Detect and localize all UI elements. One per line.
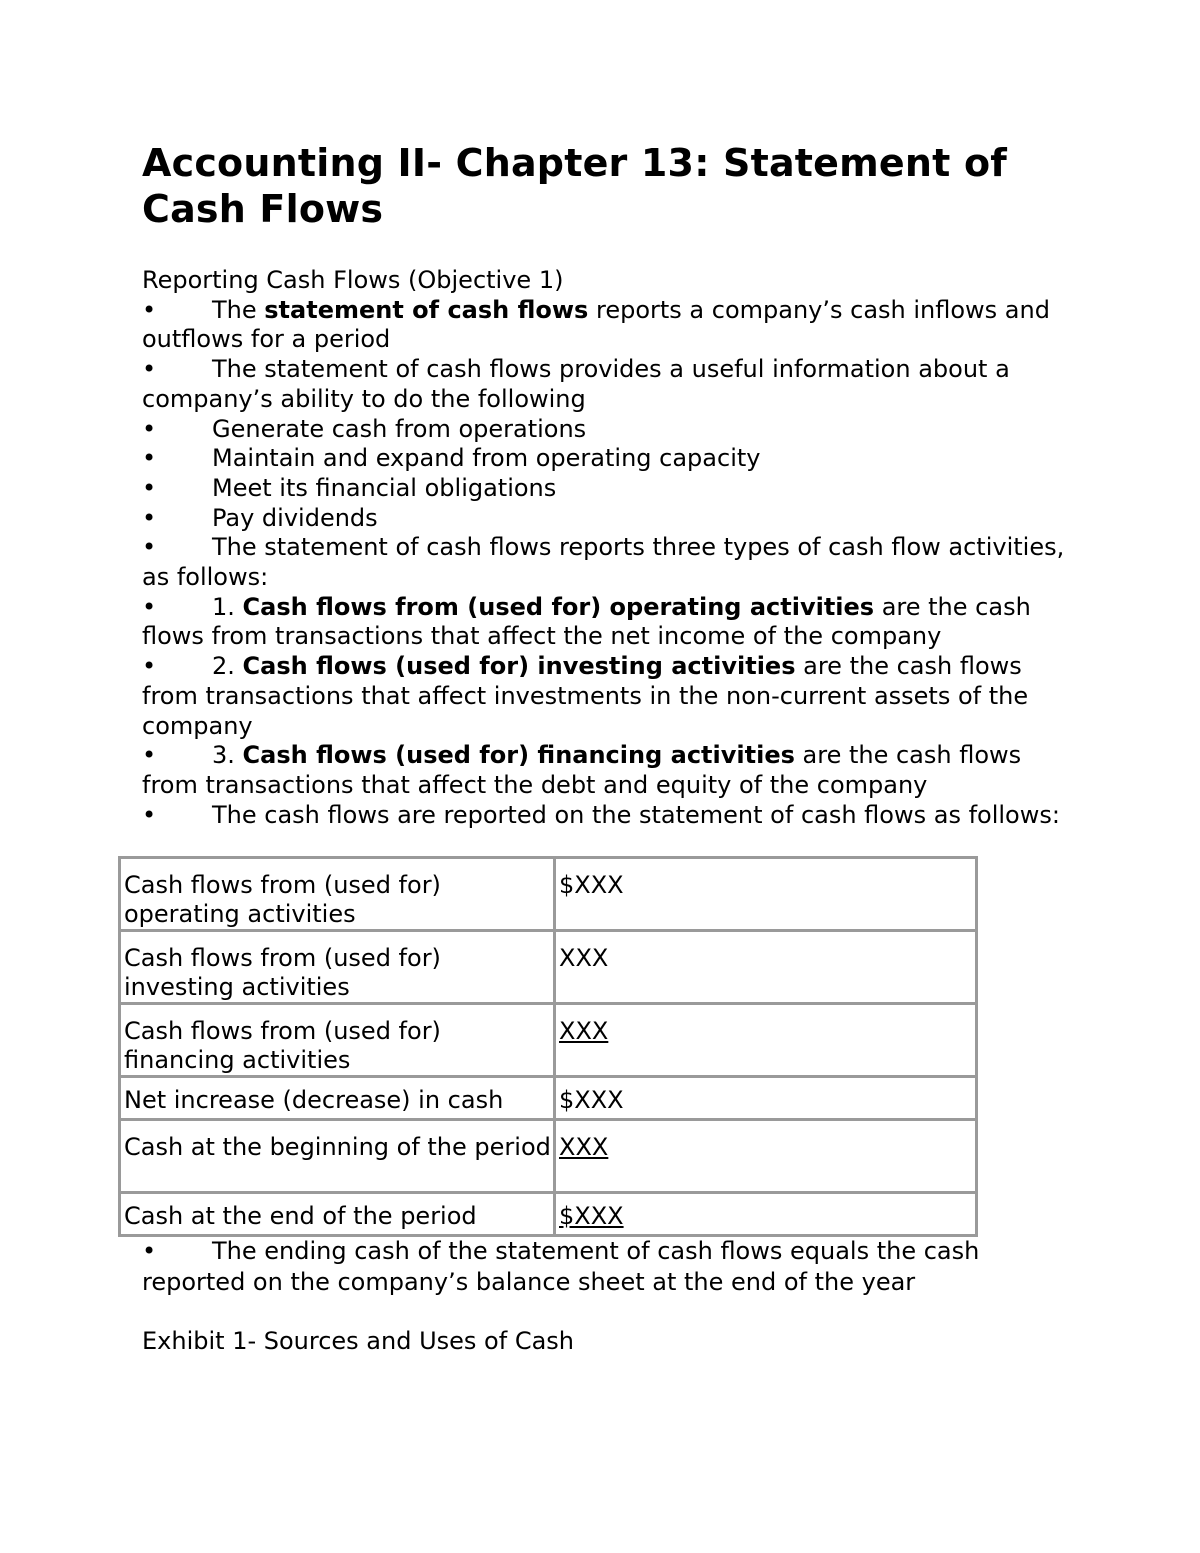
bullet-text: are the cash flows from transactions that affect the net income of the company — [142, 592, 1031, 651]
table-cell-label: Cash flows from (used for) operating activities — [120, 858, 555, 931]
bold-term: Cash flows (used for) investing activities — [242, 652, 796, 681]
table-row — [120, 1004, 977, 1077]
table-cell-value — [555, 1120, 977, 1193]
bullet-marker: • — [142, 473, 157, 502]
table-cell-label: Net increase (decrease) in cash — [120, 1077, 555, 1120]
bullet-item-10 — [142, 741, 1082, 800]
bullet-item-5 — [142, 474, 1082, 504]
cash-flow-table — [118, 856, 978, 1237]
bullet-marker: • — [142, 444, 157, 473]
table-cell-label: Cash at the beginning of the period — [120, 1120, 555, 1193]
after-table-bullet — [142, 1236, 1082, 1298]
table-cell-label: Cash flows from (used for) financing activities — [120, 1004, 555, 1077]
bullet-item-1 — [142, 296, 1082, 355]
bold-term: Cash flows from (used for) operating activities — [242, 592, 875, 621]
document-title: Accounting II- Chapter 13: Statement of Cash Flows — [142, 141, 1007, 231]
bullet-text: The statement of cash flows reports three types of cash flow activities, as follows: — [142, 533, 1065, 592]
underlined-value: XXX — [559, 1017, 609, 1045]
bullet-marker: • — [142, 295, 157, 324]
bullet-marker: • — [142, 414, 157, 443]
bullet-item-9 — [142, 652, 1082, 741]
bullet-text: The cash flows are reported on the statement of cash flows as follows: — [212, 800, 1060, 829]
bullet-item-8 — [142, 593, 1082, 652]
section-heading: Reporting Cash Flows (Objective 1) — [142, 266, 564, 294]
bullet-marker: • — [142, 592, 157, 621]
bullet-item-4 — [142, 444, 1082, 474]
table-row — [120, 1120, 977, 1193]
table-row — [120, 931, 977, 1004]
bullet-text: 2. — [212, 652, 243, 681]
bullet-item-11 — [142, 801, 1082, 831]
table-cell-value — [555, 1193, 977, 1236]
table-cell-label: Cash flows from (used for) investing activities — [120, 931, 555, 1004]
bullet-marker: • — [142, 1237, 157, 1265]
table-cell-value: $XXX — [555, 1077, 977, 1120]
bullet-item-3 — [142, 415, 1082, 445]
bullet-text: Maintain and expand from operating capacity — [212, 444, 761, 473]
exhibit-caption: Exhibit 1- Sources and Uses of Cash — [142, 1327, 574, 1355]
bullet-text: 3. — [212, 741, 243, 770]
underlined-value: $XXX — [559, 1202, 624, 1230]
bullet-text: Pay dividends — [212, 503, 378, 532]
bold-term: statement of cash flows — [264, 295, 589, 324]
table-cell-label: Cash at the end of the period — [120, 1193, 555, 1236]
bullet-marker: • — [142, 800, 157, 829]
bold-term: Cash flows (used for) financing activities — [242, 741, 795, 770]
table-row — [120, 1077, 977, 1120]
bullet-marker: • — [142, 741, 157, 770]
underlined-value: XXX — [559, 1133, 609, 1161]
table-row — [120, 1193, 977, 1236]
bullet-text: The — [212, 295, 265, 324]
bullet-text: Meet its financial obligations — [212, 473, 557, 502]
document-page — [142, 140, 1082, 830]
document-body — [142, 266, 1082, 830]
bullet-marker: • — [142, 533, 157, 562]
bullet-marker: • — [142, 652, 157, 681]
bullet-text: 1. — [212, 592, 243, 621]
table-cell-value: XXX — [555, 931, 977, 1004]
bullet-text: The statement of cash flows provides a useful information about a company’s ability to do the following — [142, 355, 1010, 413]
bullet-text: The ending cash of the statement of cash flows equals the cash reported on the company’s balance sheet at the end of the year — [142, 1237, 980, 1296]
table-cell-value: $XXX — [555, 858, 977, 931]
bullet-marker: • — [142, 503, 157, 532]
bullet-item-2 — [142, 355, 1082, 414]
bullet-marker: • — [142, 355, 157, 384]
bullet-text: are the cash flows from transactions that affect the debt and equity of the company — [142, 741, 1022, 799]
table-cell-value — [555, 1004, 977, 1077]
bullet-item-7 — [142, 533, 1082, 592]
table-row — [120, 858, 977, 931]
bullet-item-6 — [142, 504, 1082, 534]
bullet-text: are the cash flows from transactions that affect investments in the non-current assets of the company — [142, 652, 1029, 740]
bullet-text: reports a company’s cash inflows and outflows for a period — [142, 295, 1050, 354]
bullet-text: Generate cash from operations — [212, 414, 587, 443]
